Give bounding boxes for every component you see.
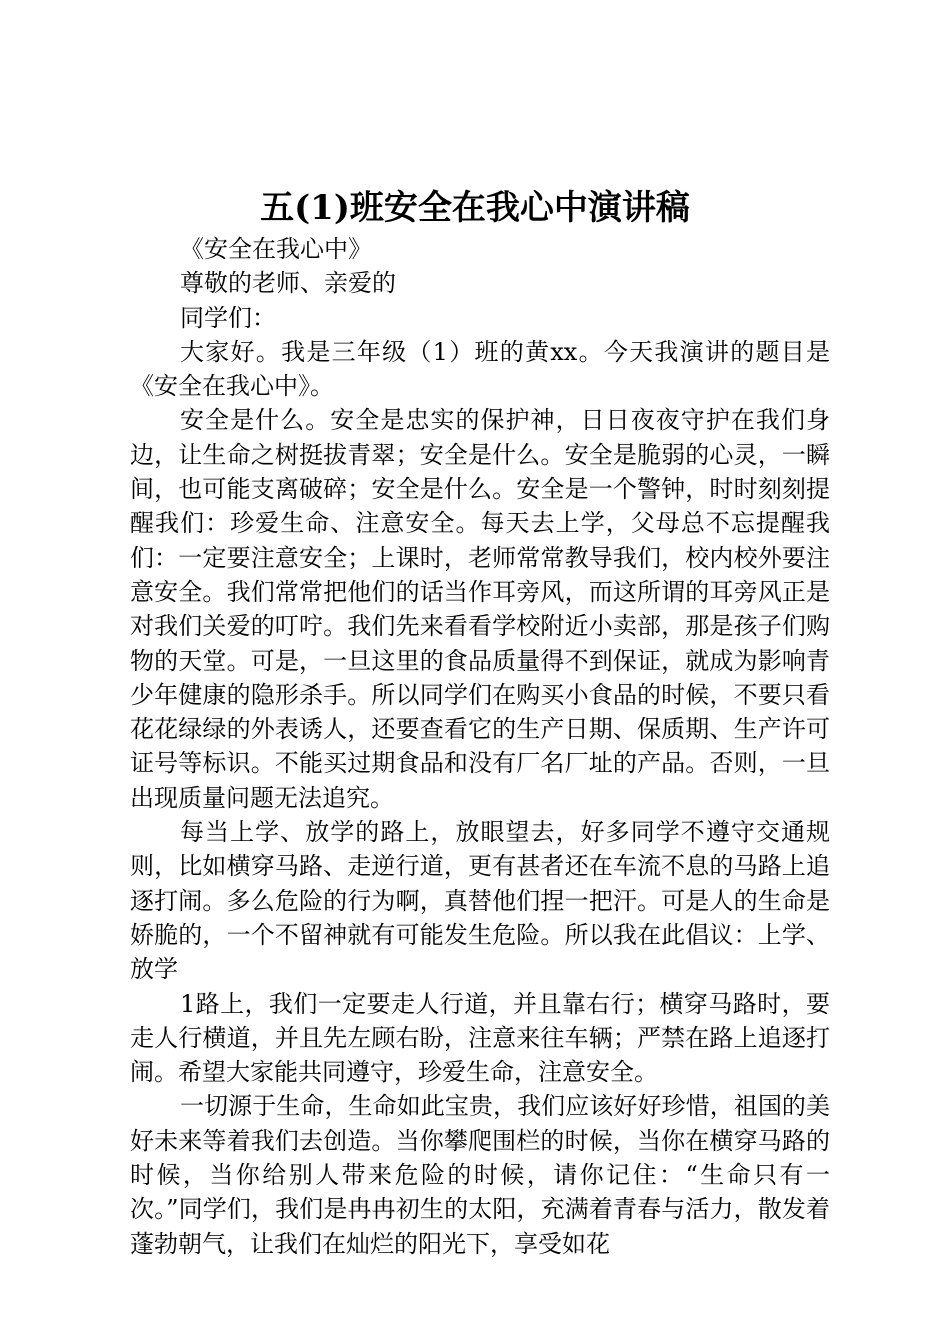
paragraph-traffic: 每当上学、放学的路上，放眼望去，好多同学不遵守交通规则，比如横穿马路、走逆行道，更有甚者还在车流不息的马路上追逐打闹。多么危险的行为啊，真替他们捏一把汗。可是人的生命是娇脆的，一个不留神就有可能发生危险。所以我在此倡议：上学、放学 <box>130 818 830 984</box>
paragraph-proposal: 1路上，我们一定要走人行道，并且靠右行；横穿马路时，要走人行横道，并且先左顾右盼，注意来往车辆；严禁在路上追逐打闹。希望大家能共同遵守，珍爱生命，注意安全。 <box>130 989 830 1087</box>
document-title: 五(1)班安全在我心中演讲稿 <box>260 188 690 228</box>
document-body <box>130 232 830 1261</box>
paragraph-speech-title: 《安全在我心中》 <box>180 235 372 263</box>
paragraph-conclusion: 一切源于生命，生命如此宝贵，我们应该好好珍惜，祖国的美好未来等着我们去创造。当你攀爬围栏的时候，当你在横穿马路的时候，当你给别人带来危险的时候，请你记住：“生命只有一次。”同学们，我们是冉冉初生的太阳，充满着青春与活力，散发着蓬勃朝气，让我们在灿烂的阳光下，享受如花 <box>130 1092 830 1258</box>
paragraph-salutation-2: 同学们： <box>180 303 276 332</box>
paragraph-salutation-1: 尊敬的老师、亲爱的 <box>180 269 396 298</box>
paragraph-intro: 大家好。我是三年级（1）班的黄xx。今天我演讲的题目是《安全在我心中》。 <box>130 337 830 401</box>
paragraph-what-is-safety: 安全是什么。安全是忠实的保护神，日日夜夜守护在我们身边，让生命之树挺拔青翠；安全是什么。安全是脆弱的心灵，一瞬间，也可能支离破碎；安全是什么。安全是一个警钟，时时刻刻提醒我们：珍爱生命、注意安全。每天去上学，父母总不忘提醒我们：一定要注意安全；上课时，老师常常教导我们，校内校外要注意安全。我们常常把他们的话当作耳旁风，而这所谓的耳旁风正是对我们关爱的叮咛。我们先来看看学校附近小卖部，那是孩子们购物的天堂。可是，一旦这里的食品质量得不到保证，就成为影响青少年健康的隐形杀手。所以同学们在购买小食品的时候，不要只看花花绿绿的外表诱人，还要查看它的生产日期、保质期、生产许可证号等标识。不能买过期食品和没有厂名厂址的产品。否则，一旦出现质量问题无法追究。 <box>130 406 830 812</box>
